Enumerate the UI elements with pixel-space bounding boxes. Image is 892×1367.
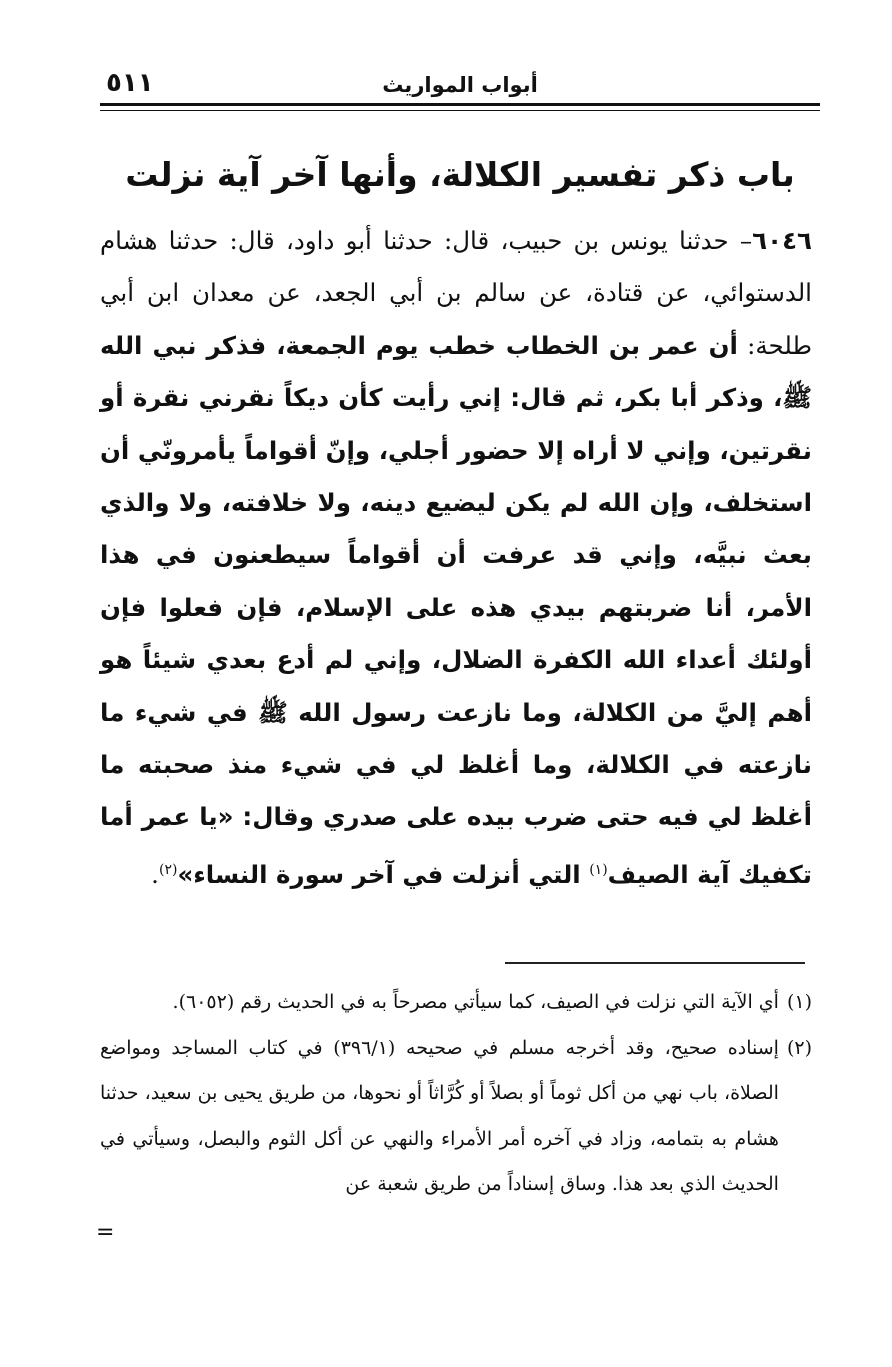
footnote-ref-2[interactable]: (٢) (158, 861, 178, 878)
running-header-title: أبواب المواريث (382, 73, 538, 97)
footnotes (100, 980, 812, 1208)
footnote-text: إسناده صحيح، وقد أخرجه مسلم في صحيحه (٣٩٦/١) في كتاب المساجد ومواضع الصلاة، باب نهي من أكل ثوماً أو بصلاً أو كُرَّاثاً أو نحوها، من طريق يحيى بن سعيد، حدثنا هشام به بتمامه، وزاد في آخره أمر الأمراء والنهي عن أكل الثوم والبصل، وسيأتي في الحديث الذي بعد هذا. وساق إسناداً من طريق شعبة عن (100, 1036, 779, 1195)
footnote-marker: (١) (786, 991, 812, 1013)
chapter-heading: باب ذكر تفسير الكلالة، وأنها آخر آية نزلت (125, 155, 795, 194)
header-rule-thick (100, 103, 820, 106)
page-number: ٥١١ (106, 68, 154, 98)
running-header (100, 66, 820, 102)
footnote-marker: (٢) (786, 1036, 812, 1059)
continuation-mark: = (96, 1220, 115, 1245)
hadith-number: ٦٠٤٦ (752, 226, 812, 255)
end-punctuation: . (151, 860, 159, 890)
footnote-separator (505, 962, 805, 964)
header-rule-thin (100, 110, 820, 111)
footnote-2 (100, 1026, 812, 1208)
hadith-isnad: – حدثنا يونس بن حبيب، قال: حدثنا أبو داود، قال: حدثنا هشام الدستوائي، عن قتادة، عن سالم بن أبي الجعد، عن معدان ابن أبي طلحة: (100, 226, 812, 360)
hadith-matn-end: التي أنزلت في آخر سورة النساء» (177, 860, 590, 890)
hadith-matn: أن عمر بن الخطاب خطب يوم الجمعة، فذكر نبي الله ﷺ، وذكر أبا بكر، ثم قال: إني رأيت كأن ديكاً نقرني نقرة أو نقرتين، وإني لا أراه إلا حضور أجلي، وإنّ أقواماً يأمرونّي أن استخلف، وإن الله لم يكن ليضيع دينه، ولا خلافته، ولا والذي بعث نبيَّه، وإني قد عرفت أن أقواماً سيطعنون في هذا الأمر، أنا ضربتهم بيدي هذه على الإسلام، فإن فعلوا فإن أولئك أعداء الله الكفرة الضلال، وإني لم أدع بعدي شيئاً هو أهم إليَّ من الكلالة، وما نازعت رسول الله ﷺ في شيء ما نازعته في الكلالة، وما أغلظ لي في شيء منذ صحبته ما أغلظ لي فيه حتى ضرب بيده على صدري وقال: «يا عمر أما تكفيك آية الصيف (100, 330, 812, 890)
footnote-text: أي الآية التي نزلت في الصيف، كما سيأتي مصرحاً به في الحديث رقم (٦٠٥٢). (172, 991, 779, 1013)
footnote-1 (100, 980, 812, 1026)
hadith-body (100, 215, 812, 901)
footnote-ref-1[interactable]: (١) (589, 861, 608, 878)
